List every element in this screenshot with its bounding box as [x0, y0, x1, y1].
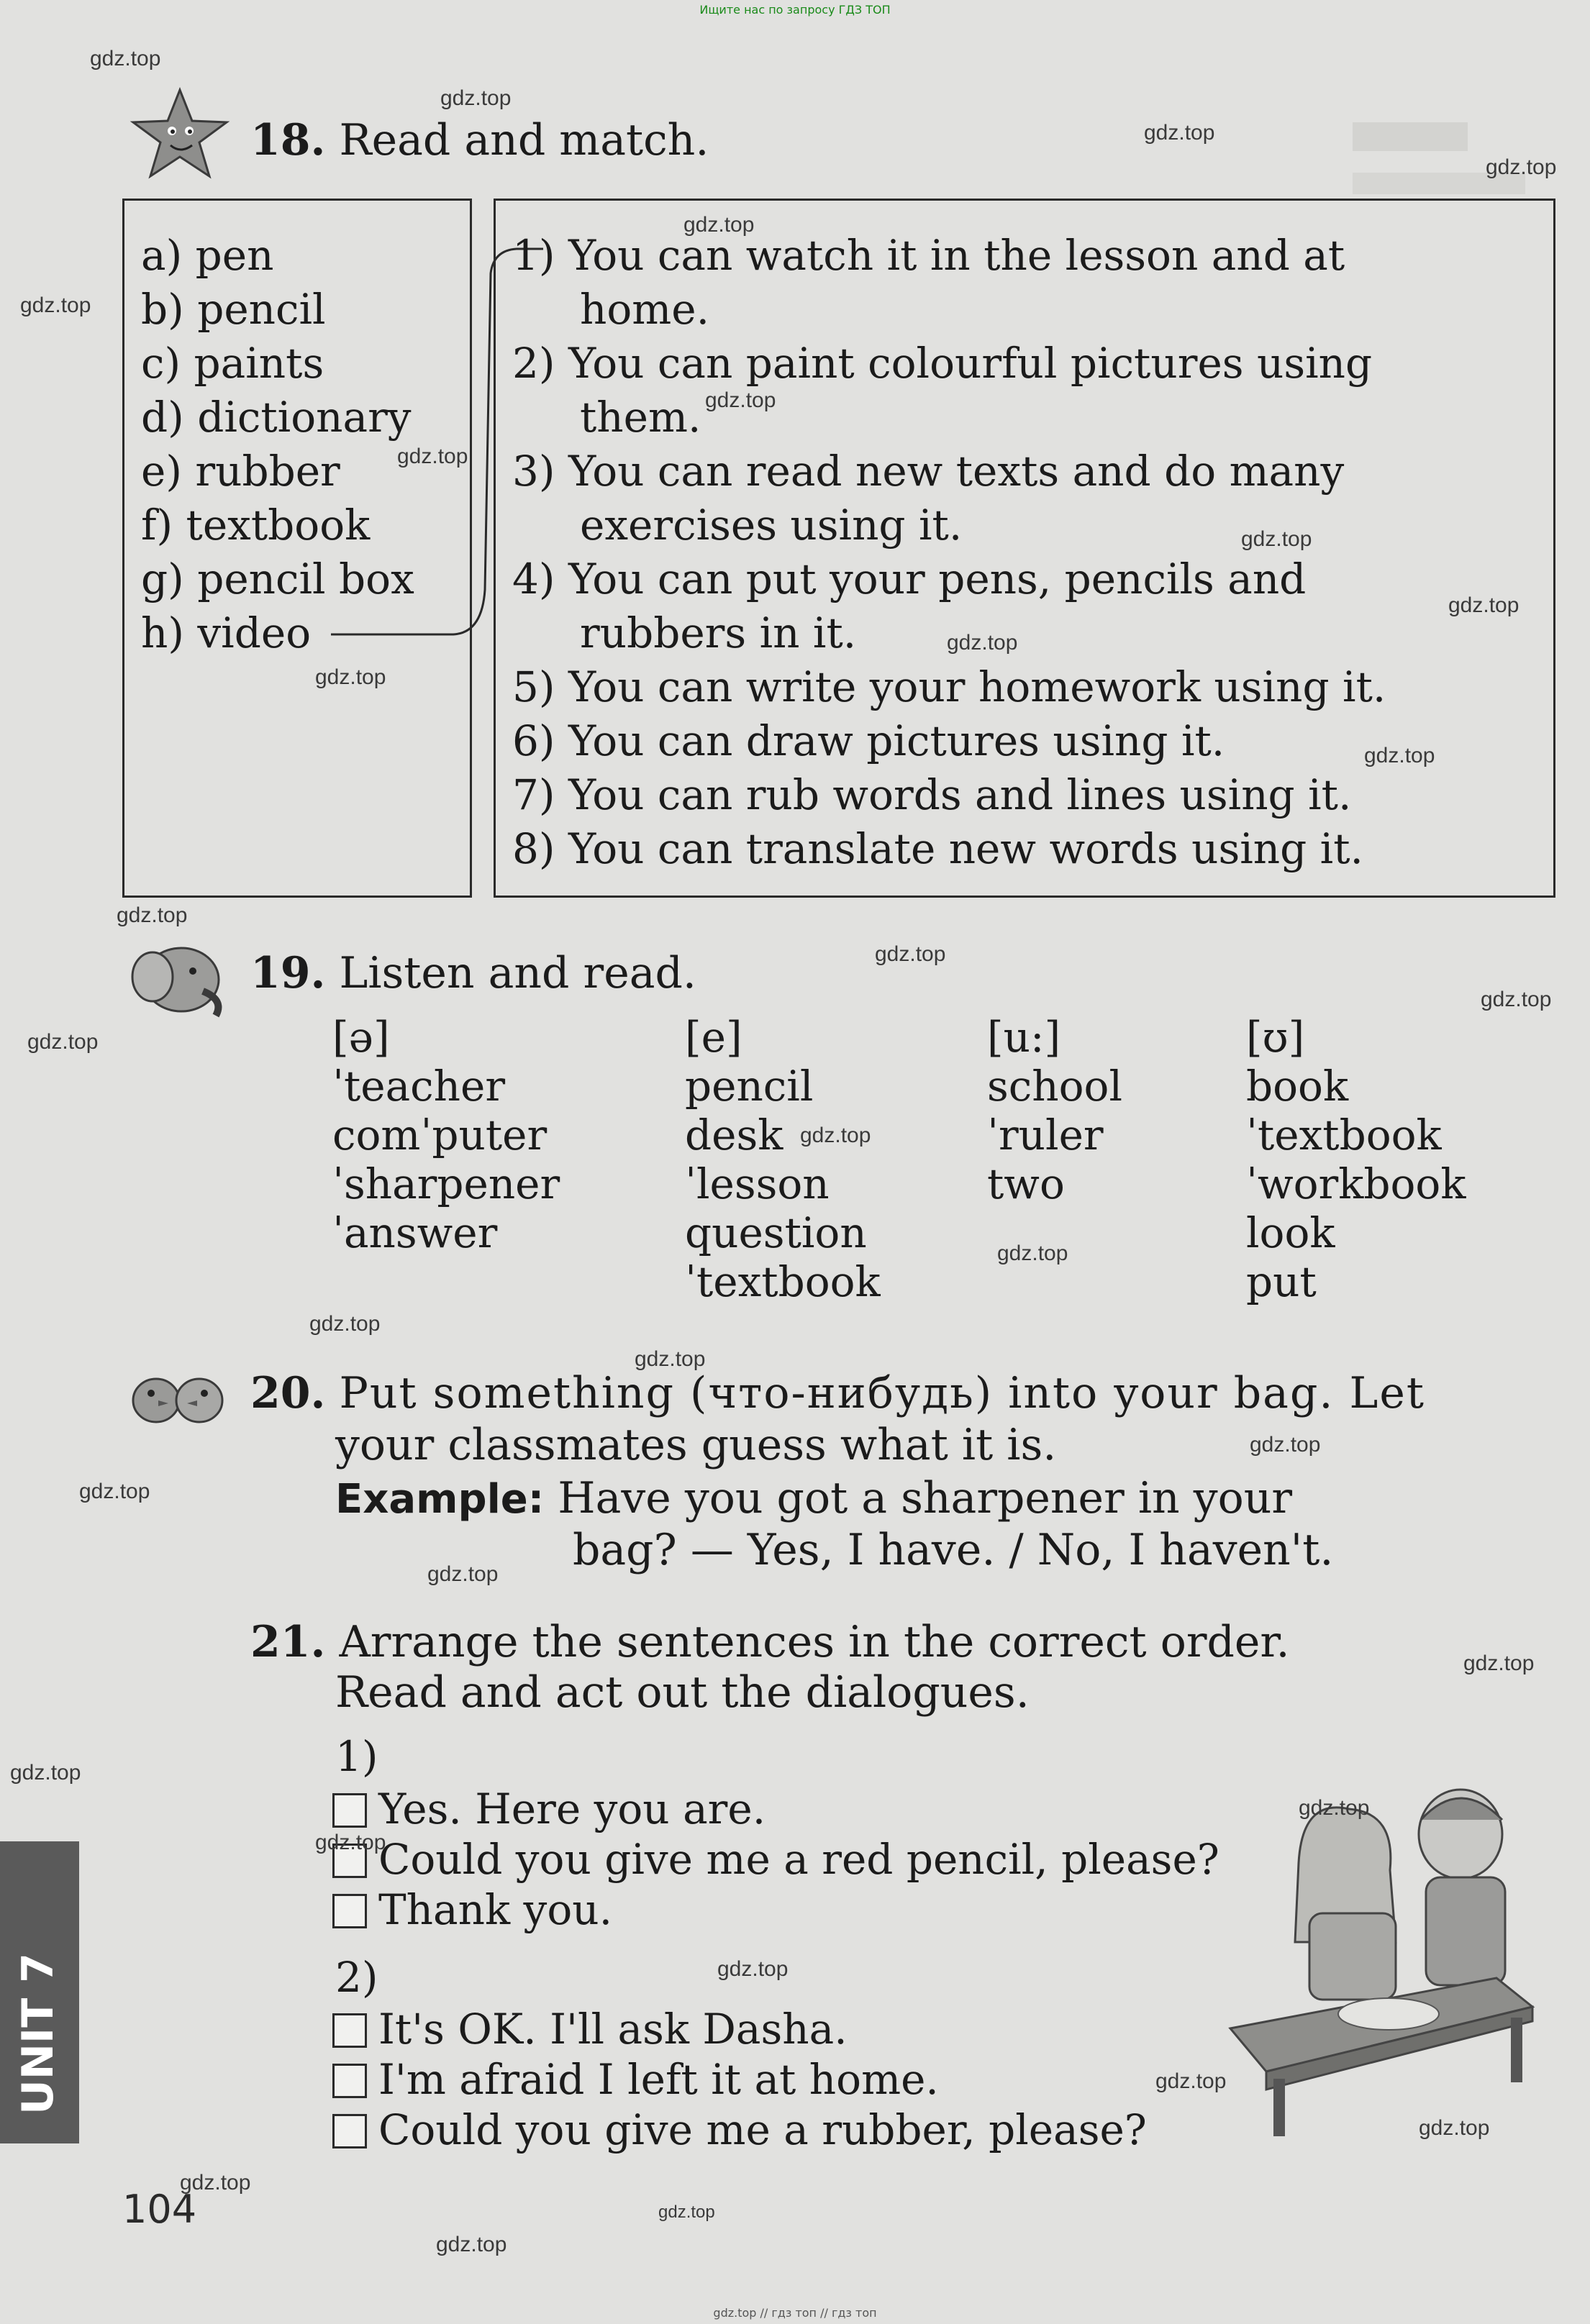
- word: desk: [685, 1111, 783, 1159]
- watermark: gdz.top: [658, 2202, 715, 2222]
- definition-8: 8) You can translate new words using it.: [512, 824, 1363, 873]
- watermark: gdz.top: [309, 1312, 381, 1336]
- definition-6: 6) You can draw pictures using it.: [512, 716, 1225, 765]
- word: ˈtextbook: [685, 1257, 881, 1306]
- watermark: gdz.top: [1463, 1651, 1535, 1675]
- definition-3: 3) You can read new texts and do many: [512, 447, 1345, 496]
- watermark: gdz.top: [635, 1347, 706, 1371]
- order-checkbox[interactable]: [332, 1793, 367, 1828]
- word: look: [1246, 1208, 1335, 1257]
- page-number: 104: [122, 2187, 197, 2232]
- children-at-desk-illustration: [1223, 1769, 1540, 2143]
- word: ˈworkbook: [1246, 1159, 1466, 1208]
- dialogue2-line3: [332, 2103, 1147, 2157]
- ex18-title-text: Read and match.: [339, 115, 709, 165]
- ex20-line1: [250, 1368, 1425, 1418]
- watermark: gdz.top: [20, 293, 91, 317]
- watermark: gdz.top: [1481, 988, 1552, 1011]
- top-banner: Ищите нас по запросу ГДЗ ТОП: [699, 3, 891, 17]
- item-video: h) video: [141, 609, 312, 657]
- watermark: gdz.top: [440, 86, 512, 110]
- item-paints: c) paints: [141, 339, 324, 388]
- item-dictionary: d) dictionary: [141, 393, 412, 442]
- item-pencil: b) pencil: [141, 285, 326, 334]
- item-pen: a) pen: [141, 231, 274, 280]
- ex19-title: [250, 948, 696, 998]
- watermark: gdz.top: [79, 1480, 150, 1503]
- definition-5: 5) You can write your homework using it.: [512, 662, 1386, 711]
- word: school: [987, 1062, 1122, 1111]
- phonetic-column-u: [987, 1013, 1122, 1208]
- word: ˈsharpener: [332, 1159, 560, 1208]
- word: ˈlesson: [685, 1159, 830, 1208]
- unit-tab: [0, 1841, 79, 2143]
- definition-2: 2) You can paint colourful pictures using: [512, 339, 1373, 388]
- example-line1: Have you got a sharpener in your: [558, 1473, 1293, 1523]
- word: comˈputer: [332, 1111, 548, 1159]
- dialogue2-label: 2): [335, 1953, 378, 2002]
- item-pencil-box: g) pencil box: [141, 555, 414, 603]
- word: ˈteacher: [332, 1062, 506, 1111]
- ex21-number: 21.: [250, 1617, 326, 1667]
- example-line2: bag? — Yes, I have. / No, I haven't.: [573, 1525, 1334, 1575]
- column-header: [ʊ]: [1246, 1013, 1305, 1062]
- ex18-number: 18.: [250, 115, 326, 165]
- watermark: gdz.top: [1155, 2069, 1227, 2093]
- definition-2-cont: them.: [580, 393, 701, 442]
- definition-3-cont: exercises using it.: [580, 501, 963, 550]
- ex19-number: 19.: [250, 948, 326, 998]
- watermark: gdz.top: [397, 445, 468, 468]
- ex21-instruction: Arrange the sentences in the correct order.: [339, 1617, 1290, 1667]
- order-checkbox[interactable]: [332, 2114, 367, 2148]
- watermark: gdz.top: [1299, 1796, 1370, 1820]
- dialogue2-line2: [332, 2053, 939, 2107]
- word: pencil: [685, 1062, 814, 1111]
- watermark: gdz.top: [1250, 1433, 1321, 1457]
- watermark: gdz.top: [1364, 744, 1435, 767]
- order-checkbox[interactable]: [332, 2013, 367, 2048]
- word: two: [987, 1159, 1065, 1208]
- ex20-number: 20.: [250, 1368, 326, 1418]
- word: question: [685, 1208, 867, 1257]
- dialogue-text: Yes. Here you are.: [378, 1785, 766, 1833]
- watermark: gdz.top: [1144, 121, 1215, 145]
- watermark: gdz.top: [436, 2233, 507, 2256]
- elephant-icon: [124, 935, 232, 1021]
- definition-4-cont: rubbers in it.: [580, 609, 857, 657]
- watermark: gdz.top: [427, 1562, 499, 1586]
- ex18-definitions: [512, 229, 1386, 876]
- watermark: gdz.top: [27, 1030, 99, 1054]
- watermark: gdz.top: [315, 665, 386, 689]
- definition-4: 4) You can put your pens, pencils and: [512, 555, 1307, 603]
- watermark: gdz.top: [117, 903, 188, 927]
- phonetic-column-schwa: [332, 1013, 560, 1257]
- definition-7: 7) You can rub words and lines using it.: [512, 770, 1352, 819]
- dialogue-text: Thank you.: [378, 1885, 613, 1934]
- bottom-banner: gdz.top // гдз топ // гдз топ: [713, 2306, 877, 2320]
- ex20-line2: your classmates guess what it is.: [335, 1420, 1057, 1470]
- birds-icon: [124, 1356, 232, 1435]
- item-rubber: e) rubber: [141, 447, 340, 496]
- watermark: gdz.top: [1486, 155, 1557, 179]
- dialogue-text: I'm afraid I left it at home.: [378, 2055, 939, 2104]
- definition-1-cont: home.: [580, 285, 710, 334]
- dialogue1-label: 1): [335, 1732, 378, 1781]
- order-checkbox[interactable]: [332, 1894, 367, 1928]
- word: ˈtextbook: [1246, 1111, 1442, 1159]
- order-checkbox[interactable]: [332, 2064, 367, 2098]
- dialogue1-line2: [332, 1833, 1219, 1887]
- definition-1: 1) You can watch it in the lesson and at: [512, 231, 1345, 280]
- watermark: gdz.top: [1241, 527, 1312, 551]
- phonetic-column-short-u: [1246, 1013, 1466, 1306]
- word: ˈanswer: [332, 1208, 498, 1257]
- watermark: gdz.top: [10, 1761, 81, 1785]
- watermark: gdz.top: [997, 1241, 1068, 1265]
- word: ˈruler: [987, 1111, 1104, 1159]
- ex20-example: [335, 1473, 1292, 1525]
- watermark: gdz.top: [683, 213, 755, 237]
- watermark: gdz.top: [875, 942, 946, 966]
- watermark: gdz.top: [800, 1124, 871, 1147]
- watermark: gdz.top: [717, 1957, 789, 1981]
- ex19-title-text: Listen and read.: [339, 948, 696, 998]
- dialogue-text: Could you give me a red pencil, please?: [378, 1835, 1219, 1884]
- column-header: [ə]: [332, 1013, 390, 1062]
- watermark: gdz.top: [180, 2171, 251, 2195]
- watermark: gdz.top: [315, 1831, 386, 1854]
- dialogue-text: Could you give me a rubber, please?: [378, 2105, 1147, 2154]
- word: book: [1246, 1062, 1349, 1111]
- watermark: gdz.top: [947, 631, 1018, 655]
- watermark: gdz.top: [1419, 2116, 1490, 2140]
- unit-tab-label: UNIT 7: [13, 1953, 63, 2115]
- ex18-title: [250, 115, 709, 165]
- star-character-icon: [126, 86, 234, 180]
- ex21-line1: [250, 1617, 1290, 1667]
- watermark: gdz.top: [90, 47, 161, 70]
- phonetic-column-e: [685, 1013, 881, 1306]
- example-label: Example:: [335, 1476, 545, 1523]
- dialogue1-line1: [332, 1782, 766, 1836]
- column-header: [u:]: [987, 1013, 1061, 1062]
- ex21-line2: Read and act out the dialogues.: [335, 1667, 1030, 1718]
- watermark: gdz.top: [1448, 593, 1519, 617]
- word: put: [1246, 1257, 1317, 1306]
- watermark: gdz.top: [705, 388, 776, 412]
- item-textbook: f) textbook: [141, 501, 371, 550]
- dialogue1-line3: [332, 1883, 612, 1937]
- dialogue2-line1: [332, 2002, 848, 2056]
- ex20-instruction: Put something (что-нибудь) into your bag. Let: [339, 1368, 1425, 1418]
- column-header: [e]: [685, 1013, 742, 1062]
- dialogue-text: It's OK. I'll ask Dasha.: [378, 2005, 848, 2054]
